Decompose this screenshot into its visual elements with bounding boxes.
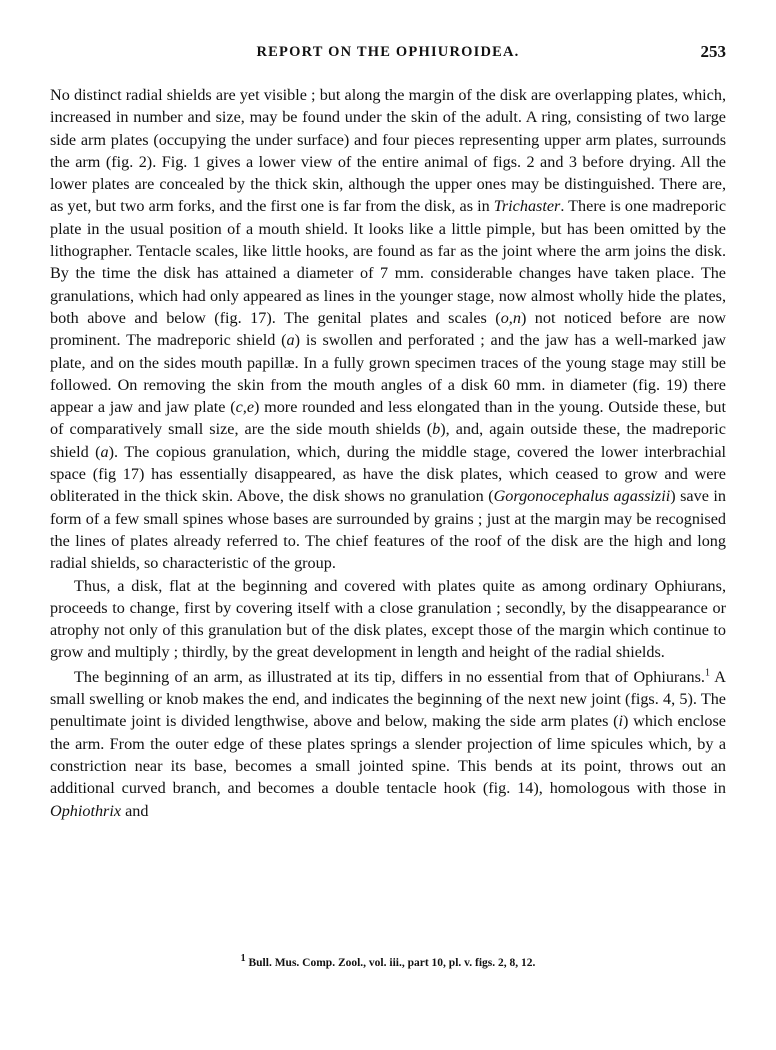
text-run: and [121,801,149,820]
text-run: ). The copious granulation, which, during the middle stage, covered the lower interbrachial space (fig 17) has essentially disappeared, as have the disk plates, which ceased to grow and were obliterated in the thick skin. Above, the disk shows no granulation ( [50,442,727,506]
text-run: ) not noticed before are now prominent. The madreporic shield ( [50,308,726,350]
paragraph [50,666,726,822]
italic-term: i [618,712,624,731]
text-run: ) more rounded and less elongated than in the young. Outside these, but of comparatively small size, are the side mouth shields ( [50,398,726,439]
running-head [50,44,726,70]
text-run: ) which enclose the arm. From the outer edge of these plates springs a slender projection of lime spicules which, by a constriction near its base, becomes a small jointed spine. This bends at its point, throws out an additional curved branch, and becomes a double tentacle hook (fig. 14), homologous with those in [50,712,726,798]
text-run: ), and, again outside these, the madreporic shield ( [50,420,726,461]
italic-term: c,e [235,398,255,417]
text-run: ) save in form of a few small spines whose bases are surrounded by grains ; just at the margin may be recognised the lines of plates already referred to. The chief features of the roof of the disk are the high and long radial shields, so characteristic of the group. [50,487,727,573]
italic-term: Trichaster [493,197,561,216]
footnote-ref: 1 [704,667,710,679]
italic-term: o,n [500,308,521,327]
italic-term: Ophiothrix [50,801,122,820]
page-number: 253 [700,42,726,61]
footnote-text: Bull. Mus. Comp. Zool., vol. iii., part 10, pl. v. figs. 2, 8, 12. [245,957,536,969]
italic-term: Gorgonocephalus agassizii [493,487,671,506]
footnote-marker: 1 [240,953,246,965]
text-run: ) is swollen and perforated ; and the jaw has a well-marked jaw plate, and on the sides mouth papillæ. In a fully grown specimen traces of the young stage may still be followed. On removing the skin from the mouth angles of a disk 60 mm. in diameter (fig. 19) there appear a jaw and jaw plate ( [50,331,726,417]
italic-term: a [286,331,295,350]
text-run: The beginning of an arm, as illustrated at its tip, differs in no essential from that of Ophiurans. [74,667,705,686]
paragraph [50,84,726,575]
text-run: . There is one madreporic plate in the usual position of a mouth shield. It looks like a little pimple, but has been omitted by the lithographer. Tentacle scales, like little hooks, are found as far as the joint where the arm joins the disk. By the time the disk has attained a diameter of 7 mm. considerable changes have taken place. The granulations, which had only appeared as lines in the younger stage, now almost wholly hide the plates, both above and below (fig. 17). The genital plates and scales ( [50,197,727,327]
header-title: REPORT ON THE OPHIUROIDEA. [256,44,520,60]
text-run: A small swelling or knob makes the end, and indicates the beginning of the next new joint (figs. 4, 5). The penultimate joint is divided lengthwise, above and below, making the side arm plates ( [50,667,727,731]
italic-term: b [432,420,441,439]
body-text [50,84,726,822]
text-run: Thus, a disk, flat at the beginning and covered with plates quite as among ordinary Ophiurans, proceeds to change, first by covering itself with a close granulation ; secondly, by the disappearance or atrophy not only of this granulation but of the disk plates, except those of the margin which continue to grow and multiply ; thirdly, by the great development in length and height of the radial shields. [50,576,726,662]
italic-term: a [100,442,109,461]
text-run: No distinct radial shields are yet visible ; but along the margin of the disk are overlapping plates, which, increased in number and size, may be found under the skin of the adult. A ring, consisting of two large side arm plates (occupying the under surface) and four pieces representing upper arm plates, surrounds the arm (fig. 2). Fig. 1 gives a lower view of the entire animal of figs. 2 and 3 before drying. All the lower plates are concealed by the thick skin, although the upper ones may be distinguished. There are, as yet, but two arm forks, and the first one is far from the disk, as in [50,86,726,216]
paragraph [50,575,726,664]
footnote [0,953,776,969]
